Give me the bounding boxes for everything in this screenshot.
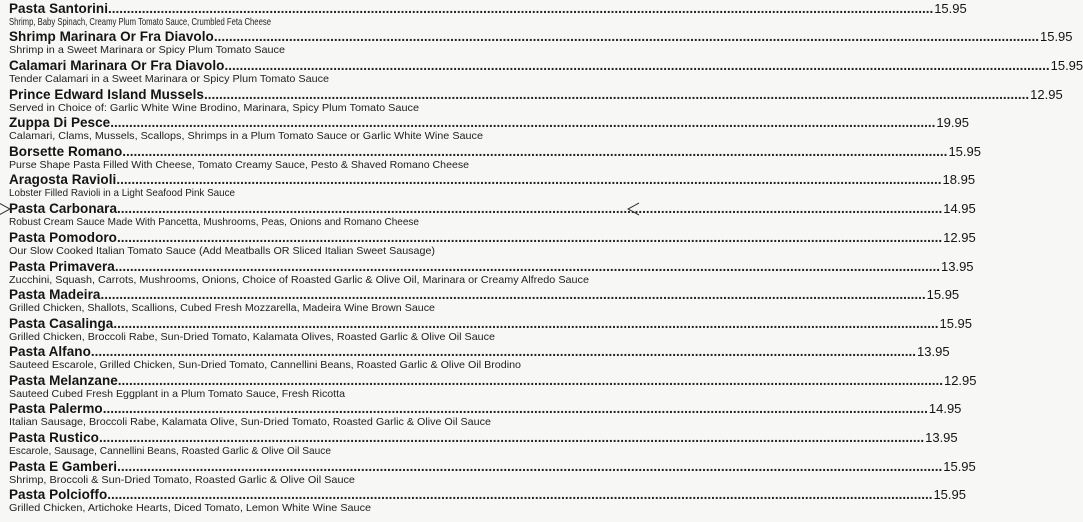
arrow-marker-left-icon (0, 200, 12, 216)
menu-item-description: Our Slow Cooked Italian Tomato Sauce (Add Meatballs OR Sliced Italian Sweet Sausage) (9, 245, 435, 257)
menu-item-row (9, 114, 969, 130)
dot-leader: ............................................................................................................................................................................................................................ (203, 87, 1030, 102)
menu-item-description: Grilled Chicken, Artichoke Hearts, Diced Tomato, Lemon White Wine Sauce (9, 502, 372, 514)
menu-item-name: Pasta Rustico (9, 430, 99, 445)
menu-item-price: 15.95 (943, 459, 976, 474)
dot-leader: ............................................................................................................................................................................................................................ (117, 459, 943, 474)
menu-item-price: 15.95 (934, 1, 967, 16)
menu-item-price: 13.95 (941, 259, 974, 274)
menu-item-name: Pasta Primavera (9, 259, 115, 274)
menu-item-description: Sauteed Cubed Fresh Eggplant in a Plum Tomato Sauce, Fresh Ricotta (9, 388, 346, 400)
dot-leader: ............................................................................................................................................................................................................................ (213, 29, 1039, 44)
menu-item-description: Shrimp in a Sweet Marinara or Spicy Plum Tomato Sauce (9, 44, 285, 56)
menu-item (9, 343, 950, 372)
menu-item-row (9, 171, 976, 187)
menu-item-description: Purse Shape Pasta Filled With Cheese, Tomato Creamy Sauce, Pesto & Shaved Romano Cheese (9, 159, 469, 171)
menu-item-row (9, 286, 960, 302)
dot-leader: ............................................................................................................................................................................................................................ (108, 1, 934, 16)
dot-leader: ............................................................................................................................................................................................................................ (116, 230, 943, 245)
dot-leader: ............................................................................................................................................................................................................................ (107, 487, 933, 502)
dot-leader: ............................................................................................................................................................................................................................ (90, 344, 917, 359)
menu-item-name: Shrimp Marinara Or Fra Diavolo (9, 29, 214, 44)
menu-item (9, 372, 977, 401)
menu-item-row (9, 200, 976, 216)
menu-item-price: 12.95 (943, 230, 976, 245)
menu-item-row (9, 429, 958, 445)
menu-item (9, 143, 981, 172)
dot-leader: ............................................................................................................................................................................................................................ (102, 401, 928, 416)
menu-item-row (9, 315, 973, 331)
menu-item-description: Grilled Chicken, Shallots, Scallions, Cubed Fresh Mozzarella, Madeira Wine Brown Sauce (9, 302, 436, 314)
menu-item-name: Pasta Casalinga (9, 316, 114, 331)
dot-leader: ............................................................................................................................................................................................................................ (117, 201, 943, 216)
menu-item-name: Pasta Polcioffo (9, 487, 108, 502)
menu-item (9, 114, 969, 143)
menu-item-name: Pasta Alfano (9, 344, 91, 359)
dot-leader: ............................................................................................................................................................................................................................ (122, 144, 948, 159)
menu-item-price: 18.95 (942, 172, 976, 187)
menu-item-name: Aragosta Ravioli (9, 172, 117, 187)
menu-item-description: Served in Choice of: Garlic White Wine Brodino, Marinara, Spicy Plum Tomato Sauce (9, 102, 420, 114)
menu-item-price: 15.95 (933, 487, 966, 502)
menu-item-price: 14.95 (943, 201, 976, 216)
menu-item-name: Pasta Melanzane (9, 373, 118, 388)
dot-leader: ............................................................................................................................................................................................................................ (114, 259, 940, 274)
menu-item-description: Calamari, Clams, Mussels, Scallops, Shrimps in a Plum Tomato Sauce or Garlic White Wine Sauce (9, 130, 483, 142)
menu-item-price: 12.95 (943, 373, 977, 388)
menu-item-description: Lobster Filled Ravioli in a Light Seafood Pink Sauce (9, 187, 235, 199)
menu-item (9, 0, 967, 29)
menu-item-row (9, 458, 976, 474)
menu-item (9, 458, 976, 487)
dot-leader: ............................................................................................................................................................................................................................ (100, 287, 926, 302)
menu-item (9, 400, 962, 429)
menu-item-price: 15.95 (939, 316, 973, 331)
dot-leader: ............................................................................................................................................................................................................................ (98, 430, 925, 445)
menu-item-description: Italian Sausage, Broccoli Rabe, Kalamata Olive, Sun-Dried Tomato, Roasted Garlic & Olive Oil Sauce (9, 416, 491, 428)
arrow-marker-right-icon (626, 200, 640, 216)
menu-item-price: 13.95 (917, 344, 950, 359)
menu-item (9, 57, 1083, 86)
menu-item-name: Calamari Marinara Or Fra Diavolo (9, 58, 225, 73)
menu-item-description: Sauteed Escarole, Grilled Chicken, Sun-Dried Tomato, Cannellini Beans, Roasted Garlic & Olive Oil Brodino (9, 359, 522, 371)
menu-item-price: 19.95 (936, 115, 969, 130)
menu-item-description: Shrimp, Baby Spinach, Creamy Plum Tomato Sauce, Crumbled Feta Cheese (9, 16, 271, 28)
menu-item-price: 15.95 (1050, 58, 1083, 73)
menu-item-description: Escarole, Sausage, Cannellini Beans, Roasted Garlic & Olive Oil Sauce (9, 445, 332, 457)
menu-item-description: Zucchini, Squash, Carrots, Mushrooms, Onions, Choice of Roasted Garlic & Olive Oil, Marinara or Creamy Alfredo Sauce (9, 274, 589, 286)
menu-item (9, 171, 976, 200)
menu-item-name: Zuppa Di Pesce (9, 115, 111, 130)
menu-item-row (9, 229, 976, 245)
dot-leader: ............................................................................................................................................................................................................................ (117, 373, 943, 388)
menu-item-row (9, 372, 977, 388)
menu-item-row (9, 258, 974, 274)
menu-item (9, 229, 976, 258)
menu-item (9, 258, 974, 287)
menu-item-description: Robust Cream Sauce Made With Pancetta, Mushrooms, Peas, Onions and Romano Cheese (9, 216, 420, 228)
menu-item-name: Pasta Pomodoro (9, 230, 117, 245)
menu-item-name: Pasta Palermo (9, 401, 103, 416)
dot-leader: ............................................................................................................................................................................................................................ (110, 115, 936, 130)
menu-item-name: Pasta Santorini (9, 1, 109, 16)
menu-item-row (9, 0, 967, 16)
menu-item-name: Pasta E Gamberi (9, 459, 118, 474)
menu-item (9, 486, 966, 515)
menu-item-price: 14.95 (928, 401, 962, 416)
menu-item-row (9, 400, 962, 416)
menu-item-name: Prince Edward Island Mussels (9, 87, 204, 102)
menu-item-row (9, 343, 950, 359)
menu-item-row (9, 86, 1063, 102)
menu-item (9, 86, 1063, 115)
dot-leader: ............................................................................................................................................................................................................................ (224, 58, 1050, 73)
menu-item-price: 15.95 (948, 144, 981, 159)
menu-item-name: Borsette Romano (9, 144, 123, 159)
menu-item-row (9, 57, 1083, 73)
dot-leader: ............................................................................................................................................................................................................................ (113, 316, 939, 331)
menu-item-name: Pasta Madeira (9, 287, 101, 302)
menu-item-description: Tender Calamari in a Sweet Marinara or Spicy Plum Tomato Sauce (9, 73, 330, 85)
menu-item-row (9, 28, 1073, 44)
menu-item-row (9, 143, 981, 159)
menu-item-description: Shrimp, Broccoli & Sun-Dried Tomato, Roasted Garlic & Olive Oil Sauce (9, 474, 355, 486)
menu-item-description: Grilled Chicken, Broccoli Rabe, Sun-Dried Tomato, Kalamata Olives, Roasted Garlic & Olive Oil Sauce (9, 331, 495, 343)
dot-leader: ............................................................................................................................................................................................................................ (116, 172, 942, 187)
menu-item (9, 429, 958, 458)
menu-item (9, 286, 960, 315)
menu-item (9, 315, 973, 344)
menu-item-price: 15.95 (926, 287, 960, 302)
menu-item-name: Pasta Carbonara (9, 201, 118, 216)
menu-item-price: 13.95 (925, 430, 958, 445)
menu-item (9, 28, 1073, 57)
menu-item-price: 15.95 (1039, 29, 1073, 44)
menu-item (9, 200, 976, 229)
menu-item-price: 12.95 (1030, 87, 1063, 102)
menu-item-row (9, 486, 966, 502)
